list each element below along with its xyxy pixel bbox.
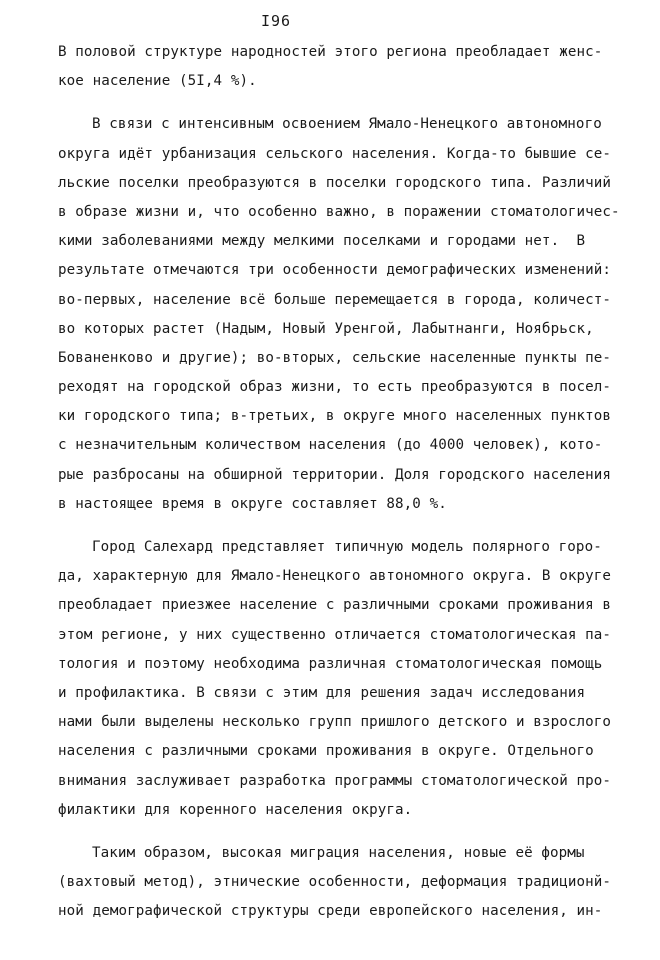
text-line: филактики для коренного населения округа.	[58, 801, 413, 818]
text-line: в образе жизни и, что особенно важно, в поражении стоматологичес-	[58, 203, 620, 220]
text-line: результате отмечаются три особенности демографических изменений:	[58, 262, 612, 279]
text-line: во которых растет (Надым, Новый Уренгой, Лабытнанги, Ноябрьск,	[58, 320, 594, 337]
text-line: кое население (5I,4 %).	[58, 73, 257, 90]
text-line: этом регионе, у них существенно отличается стоматологическая па-	[58, 626, 612, 643]
text-line: тология и поэтому необходима различная стоматологическая помощь	[58, 655, 603, 672]
text-line: нами были выделены несколько групп пришлого детского и взрослого	[58, 714, 612, 731]
text-line: внимания заслуживает разработка программы стоматологической про-	[58, 772, 612, 789]
page-number: I96	[260, 12, 292, 30]
text-line: Таким образом, высокая миграция населения, новые её формы	[92, 844, 585, 861]
paragraph-4	[58, 839, 618, 927]
text-line: В половой структуре народностей этого региона преобладает женс-	[58, 44, 603, 60]
text-line: населения с различными сроками проживания в округе. Отдельного	[58, 743, 594, 760]
text-line: да, характерную для Ямало-Ненецкого автономного округа. В округе	[58, 568, 612, 585]
paragraph-3	[58, 533, 618, 825]
text-line: преобладает приезжее население с различными сроками проживания в	[58, 597, 612, 614]
text-line: реходят на городской образ жизни, то есть преобразуются в посел-	[58, 379, 612, 396]
text-line: с незначительным количеством населения (до 4000 человек), кото-	[58, 437, 603, 454]
paragraph-1	[58, 38, 618, 96]
text-line: Город Салехард представляет типичную модель полярного горо-	[92, 539, 602, 555]
text-line: кими заболеваниями между мелкими поселками и городами нет. В	[58, 233, 586, 250]
paragraph-2	[58, 110, 618, 519]
text-line: В связи с интенсивным освоением Ямало-Ненецкого автономного	[92, 116, 602, 133]
text-line: льские поселки преобразуются в поселки городского типа. Различий	[58, 174, 612, 191]
text-line: (вахтовый метод), этнические особенности, деформация традиционй-	[58, 874, 612, 891]
text-line: во-первых, население всё больше перемещается в города, количест-	[58, 291, 612, 308]
text-line: рые разбросаны на обширной территории. Доля городского населения	[58, 466, 612, 483]
text-line: и профилактика. В связи с этим для решения задач исследования	[58, 684, 586, 701]
text-line: ки городского типа; в-третьих, в округе много населенных пунктов	[58, 408, 612, 425]
text-line: ной демографической структуры среди европейского населения, ин-	[58, 903, 603, 920]
text-line: Бованенково и другие); во-вторых, сельские населенные пункты пе-	[58, 349, 612, 366]
text-line: в настоящее время в округе составляет 88,0 %.	[58, 495, 447, 512]
text-line: округа идёт урбанизация сельского населения. Когда-то бывшие се-	[58, 145, 612, 162]
body-text	[58, 38, 618, 926]
